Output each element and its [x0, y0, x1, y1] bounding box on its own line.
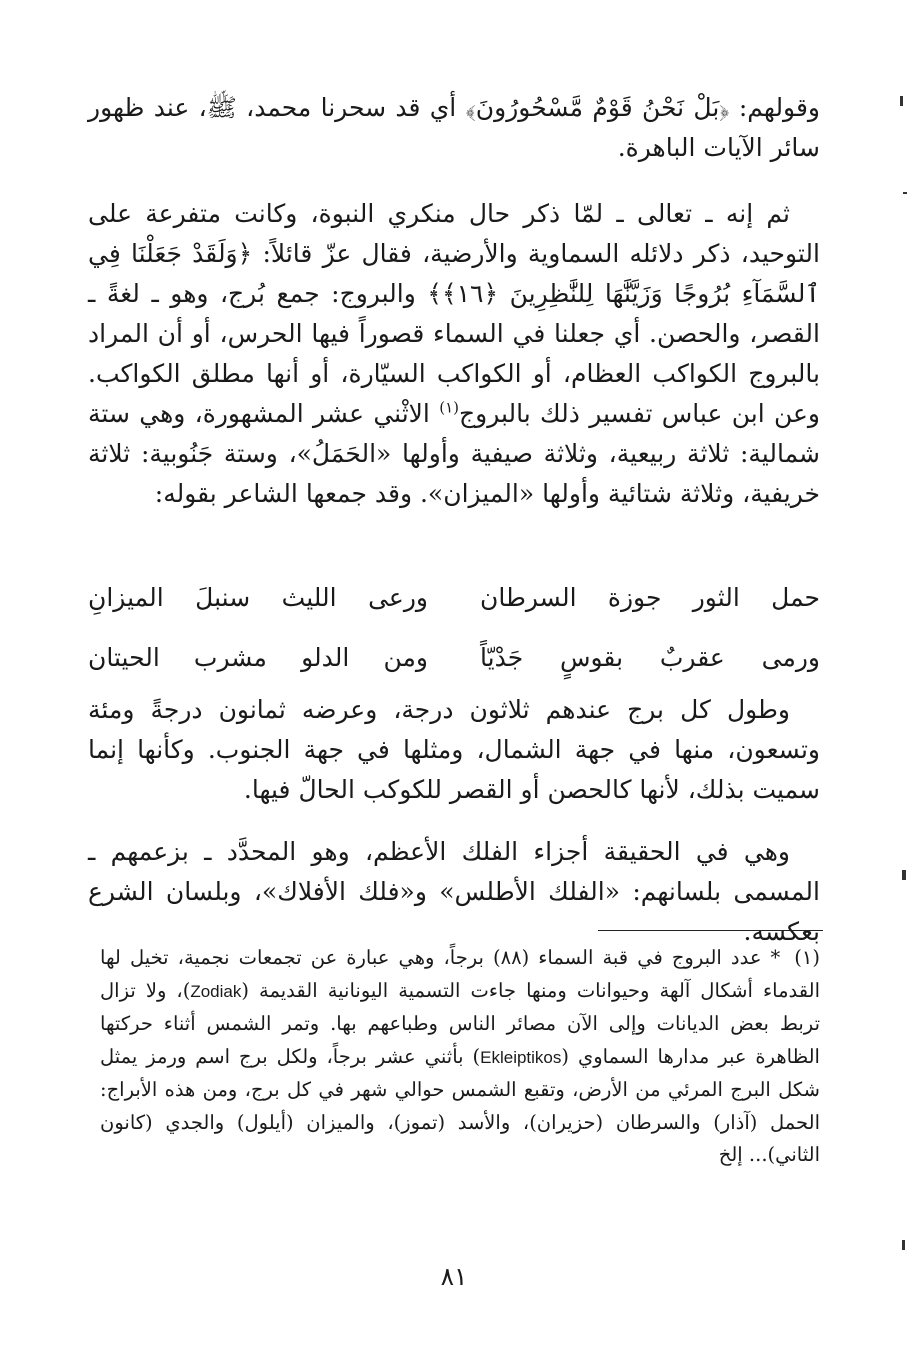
poem-verse-2: [88, 628, 820, 688]
verse-2-second-hemistich: ومن الدلو مشرب الحيتان: [88, 643, 428, 672]
paragraph-2-text-a: ثم إنه ـ تعالى ـ لمّا ذكر حال منكري النبوة، وكانت متفرعة على التوحيد، ذكر دلائله السماوية والأرضية، فقال عزّ قائلاً: ﴿وَلَقَدْ جَعَلْنَا فِي ٱلسَّمَآءِ بُرُوجًا وَزَيَّنَّٰهَا لِلنَّٰظِرِينَ ﴿١٦﴾﴾ والبروج: جمع بُرج، وهو ـ لغةً ـ القصر، والحصن. أي جعلنا في السماء قصوراً فيها الحرس، أو أن المراد بالبروج الكواكب العظام، أو الكواكب السيّارة، أو أنها مطلق الكواكب. وعن ابن عباس تفسير ذلك بالبروج: [88, 199, 820, 428]
paragraph-1: [88, 88, 820, 168]
paragraph-2-text: [88, 194, 820, 514]
scan-margin-mark: [902, 1240, 905, 1250]
paragraph-3: [88, 690, 820, 810]
paragraph-4-text: وهي في الحقيقة أجزاء الفلك الأعظم، وهو المحدَّد ـ بزعمهم ـ المسمى بلسانهم: «الفلك الأطلس» و«فلك الأفلاك»، وبلسان الشرع بعكسه.: [88, 837, 820, 946]
scan-margin-mark: [903, 192, 907, 194]
paragraph-3-text: وطول كل برج عندهم ثلاثون درجة، وعرضه ثمانون درجةً ومئة وتسعون، منها في جهة الشمال، ومثلها في جهة الجنوب. وكأنها إنما سميت بذلك، لأنها كالحصن أو القصر للكوكب الحالّ فيها.: [88, 695, 820, 804]
scan-margin-mark: [902, 870, 906, 880]
poem-verse-1: [88, 568, 820, 628]
verse-1-second-hemistich: ورعى الليث سنبلَ الميزانِ: [88, 583, 428, 612]
footnote-text-b: )، ولا تزال تربط بعض الديانات وإلى الآن مصائر الناس وطباعهم بها. وتمر الشمس أثناء حركتها الظاهرة عبر مدارها السماوي (: [100, 978, 820, 1068]
poem: [88, 568, 820, 688]
footnote-term-zodiak: Zodiak: [190, 981, 242, 1001]
paragraph-2-text-b: الاثْني عشر المشهورة، وهي ستة شمالية: ثلاثة ربيعية، وثلاثة صيفية وأولها «الحَمَلُ»، وستة جَنُوبية: ثلاثة خريفية، وثلاثة شتائية وأولها «الميزان». وقد جمعها الشاعر بقوله:: [88, 399, 820, 508]
footnote: [100, 942, 820, 1172]
paragraph-4: [88, 832, 820, 952]
paragraph-2: [88, 194, 820, 514]
footnote-divider: [598, 930, 823, 931]
verse-2-first-hemistich: ورمى عقربٌ بقوسٍ جَدْيّاً: [480, 643, 820, 672]
footnote-marker: (١): [794, 946, 820, 969]
scan-margin-mark: [900, 96, 903, 106]
footnote-reference: (١): [439, 398, 459, 417]
paragraph-1-text: وقولهم: ﴿بَلْ نَحْنُ قَوْمٌ مَّسْحُورُونَ﴾ أي قد سحرنا محمد، ﷺ، عند ظهور سائر الآيات الباهرة.: [88, 93, 820, 162]
footnote-text-c: ) بأثني عشر برجاً، ولكل برج اسم ورمز يمثل شكل البرج المرئي من الأرض، وتقبع الشمس حوالي شهر في كل برج، ومن هذه الأبراج: الحمل (آذار) والسرطان (حزيران)، والأسد (تموز)، والميزان (أيلول) والجدي (كانون الثاني)... إلخ: [100, 1044, 820, 1166]
footnote-term-ekleiptikos: Ekleiptikos: [480, 1047, 562, 1067]
footnote-text-a: * عدد البروج في قبة السماء (٨٨) برجاً، وهي عبارة عن تجمعات نجمية، تخيل لها القدماء أشكال آلهة وحيوانات ومنها جاءت التسمية اليونانية القديمة (: [100, 946, 821, 1002]
verse-1-first-hemistich: حمل الثور جوزة السرطان: [480, 583, 820, 612]
page-number: ٨١: [440, 1262, 468, 1291]
